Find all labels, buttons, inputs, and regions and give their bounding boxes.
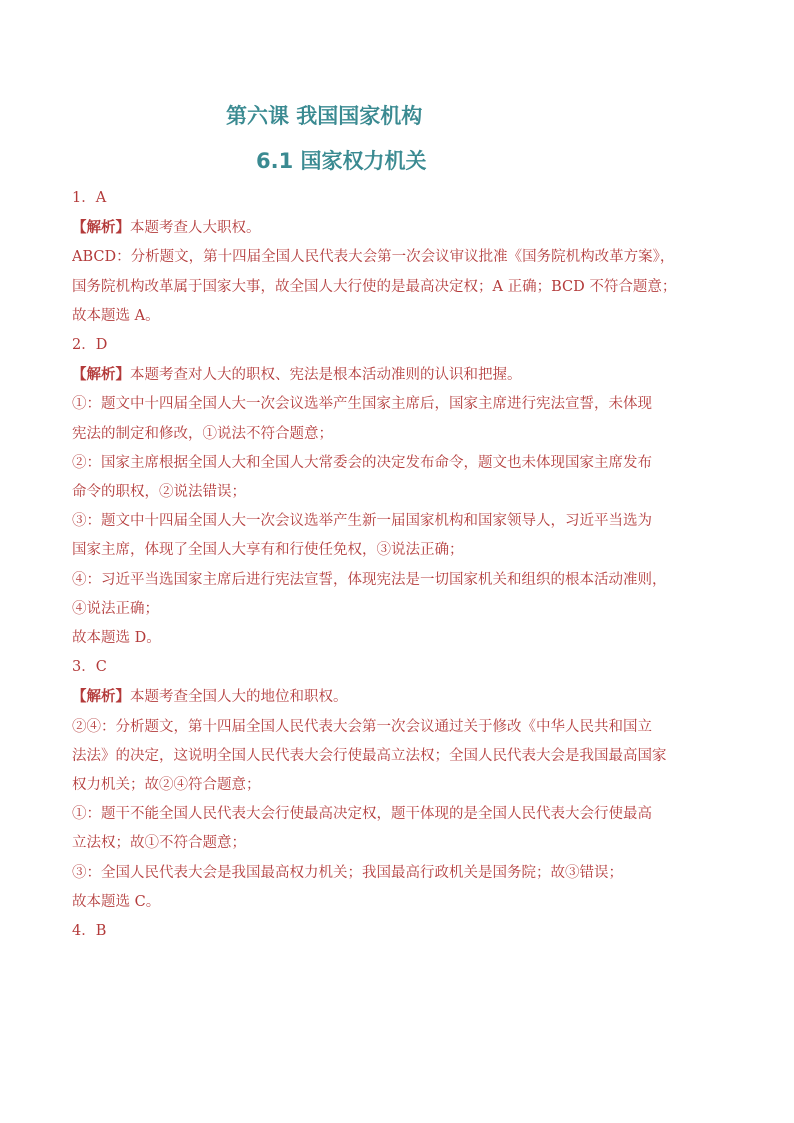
text-line	[72, 390, 722, 419]
line-text: 法法》的决定，这说明全国人民代表大会行使最高立法权；全国人民代表大会是我国最高国家	[72, 747, 667, 764]
text-line	[72, 829, 722, 858]
line-text: 权力机关；故②④符合题意；	[72, 777, 261, 794]
analysis-label: 【解析】	[72, 688, 130, 706]
line-text: 1．A	[72, 190, 107, 206]
line-text: ④：习近平当选国家主席后进行宪法宣誓，体现宪法是一切国家机关和组织的根本活动准则，	[72, 571, 667, 588]
line-text: 国务院机构改革属于国家大事，故全国人大行使的是最高决定权；A 正确；BCD 不符合题意；	[72, 278, 677, 295]
text-line	[72, 478, 722, 507]
line-text: 本题考查人大职权。	[130, 220, 261, 237]
line-text: ②：国家主席根据全国人大和全国人大常委会的决定发布命令，题文也未体现国家主席发布	[72, 454, 652, 471]
line-text: ①：题文中十四届全国人大一次会议选举产生国家主席后，国家主席进行宪法宣誓，未体现	[72, 396, 652, 413]
line-text: 2．D	[72, 337, 108, 354]
text-line	[72, 624, 722, 653]
line-text: 3．C	[72, 659, 107, 676]
text-line	[72, 302, 722, 331]
text-line	[72, 682, 722, 712]
line-text: 本题考查全国人大的地位和职权。	[130, 689, 348, 706]
line-text: 本题考查对人大的职权、宪法是根本活动准则的认识和把握。	[130, 367, 522, 384]
line-text: 命令的职权，②说法错误；	[72, 484, 246, 501]
text-line	[72, 771, 722, 800]
text-line	[72, 566, 722, 595]
line-text: 故本题选 D。	[72, 630, 161, 647]
text-line	[72, 331, 722, 360]
text-line	[72, 859, 722, 888]
text-line	[72, 420, 722, 449]
analysis-label: 【解析】	[72, 219, 130, 237]
text-line	[72, 888, 722, 917]
line-text: 立法权；故①不符合题意；	[72, 835, 246, 852]
line-text: ④说法正确；	[72, 600, 159, 617]
text-line	[72, 243, 722, 272]
text-line	[72, 595, 722, 624]
line-text: 国家主席，体现了全国人大享有和行使任免权，③说法正确；	[72, 542, 464, 559]
text-line	[72, 360, 722, 390]
text-line	[72, 653, 722, 682]
text-line	[72, 713, 722, 742]
line-text: 宪法的制定和修改，①说法不符合题意；	[72, 425, 333, 442]
text-line	[72, 213, 722, 243]
text-line	[72, 273, 722, 302]
line-text: ①：题干不能全国人民代表大会行使最高决定权，题干体现的是全国人民代表大会行使最高	[72, 806, 652, 823]
text-line	[72, 742, 722, 771]
line-text: 故本题选 A。	[72, 307, 160, 324]
text-line	[72, 507, 722, 536]
line-text: ABCD：分析题文，第十四届全国人民代表大会第一次会议审议批准《国务院机构改革方案》，	[72, 249, 675, 266]
text-line	[72, 184, 722, 213]
text-line	[72, 800, 722, 829]
line-text: ②④：分析题文，第十四届全国人民代表大会第一次会议通过关于修改《中华人民共和国立	[72, 718, 652, 735]
lesson-title: 第六课 我国国家机构	[226, 104, 423, 128]
line-text: 故本题选 C。	[72, 893, 161, 910]
answer-content	[72, 184, 722, 946]
text-line	[72, 449, 722, 478]
section-title: 6.1 国家权力机关	[256, 149, 427, 173]
line-text: 4．B	[72, 923, 107, 940]
line-text: ③：题文中十四届全国人大一次会议选举产生新一届国家机构和国家领导人，习近平当选为	[72, 513, 652, 530]
analysis-label: 【解析】	[72, 366, 130, 384]
text-line	[72, 917, 722, 946]
text-line	[72, 536, 722, 565]
line-text: ③：全国人民代表大会是我国最高权力机关；我国最高行政机关是国务院；故③错误；	[72, 864, 623, 881]
